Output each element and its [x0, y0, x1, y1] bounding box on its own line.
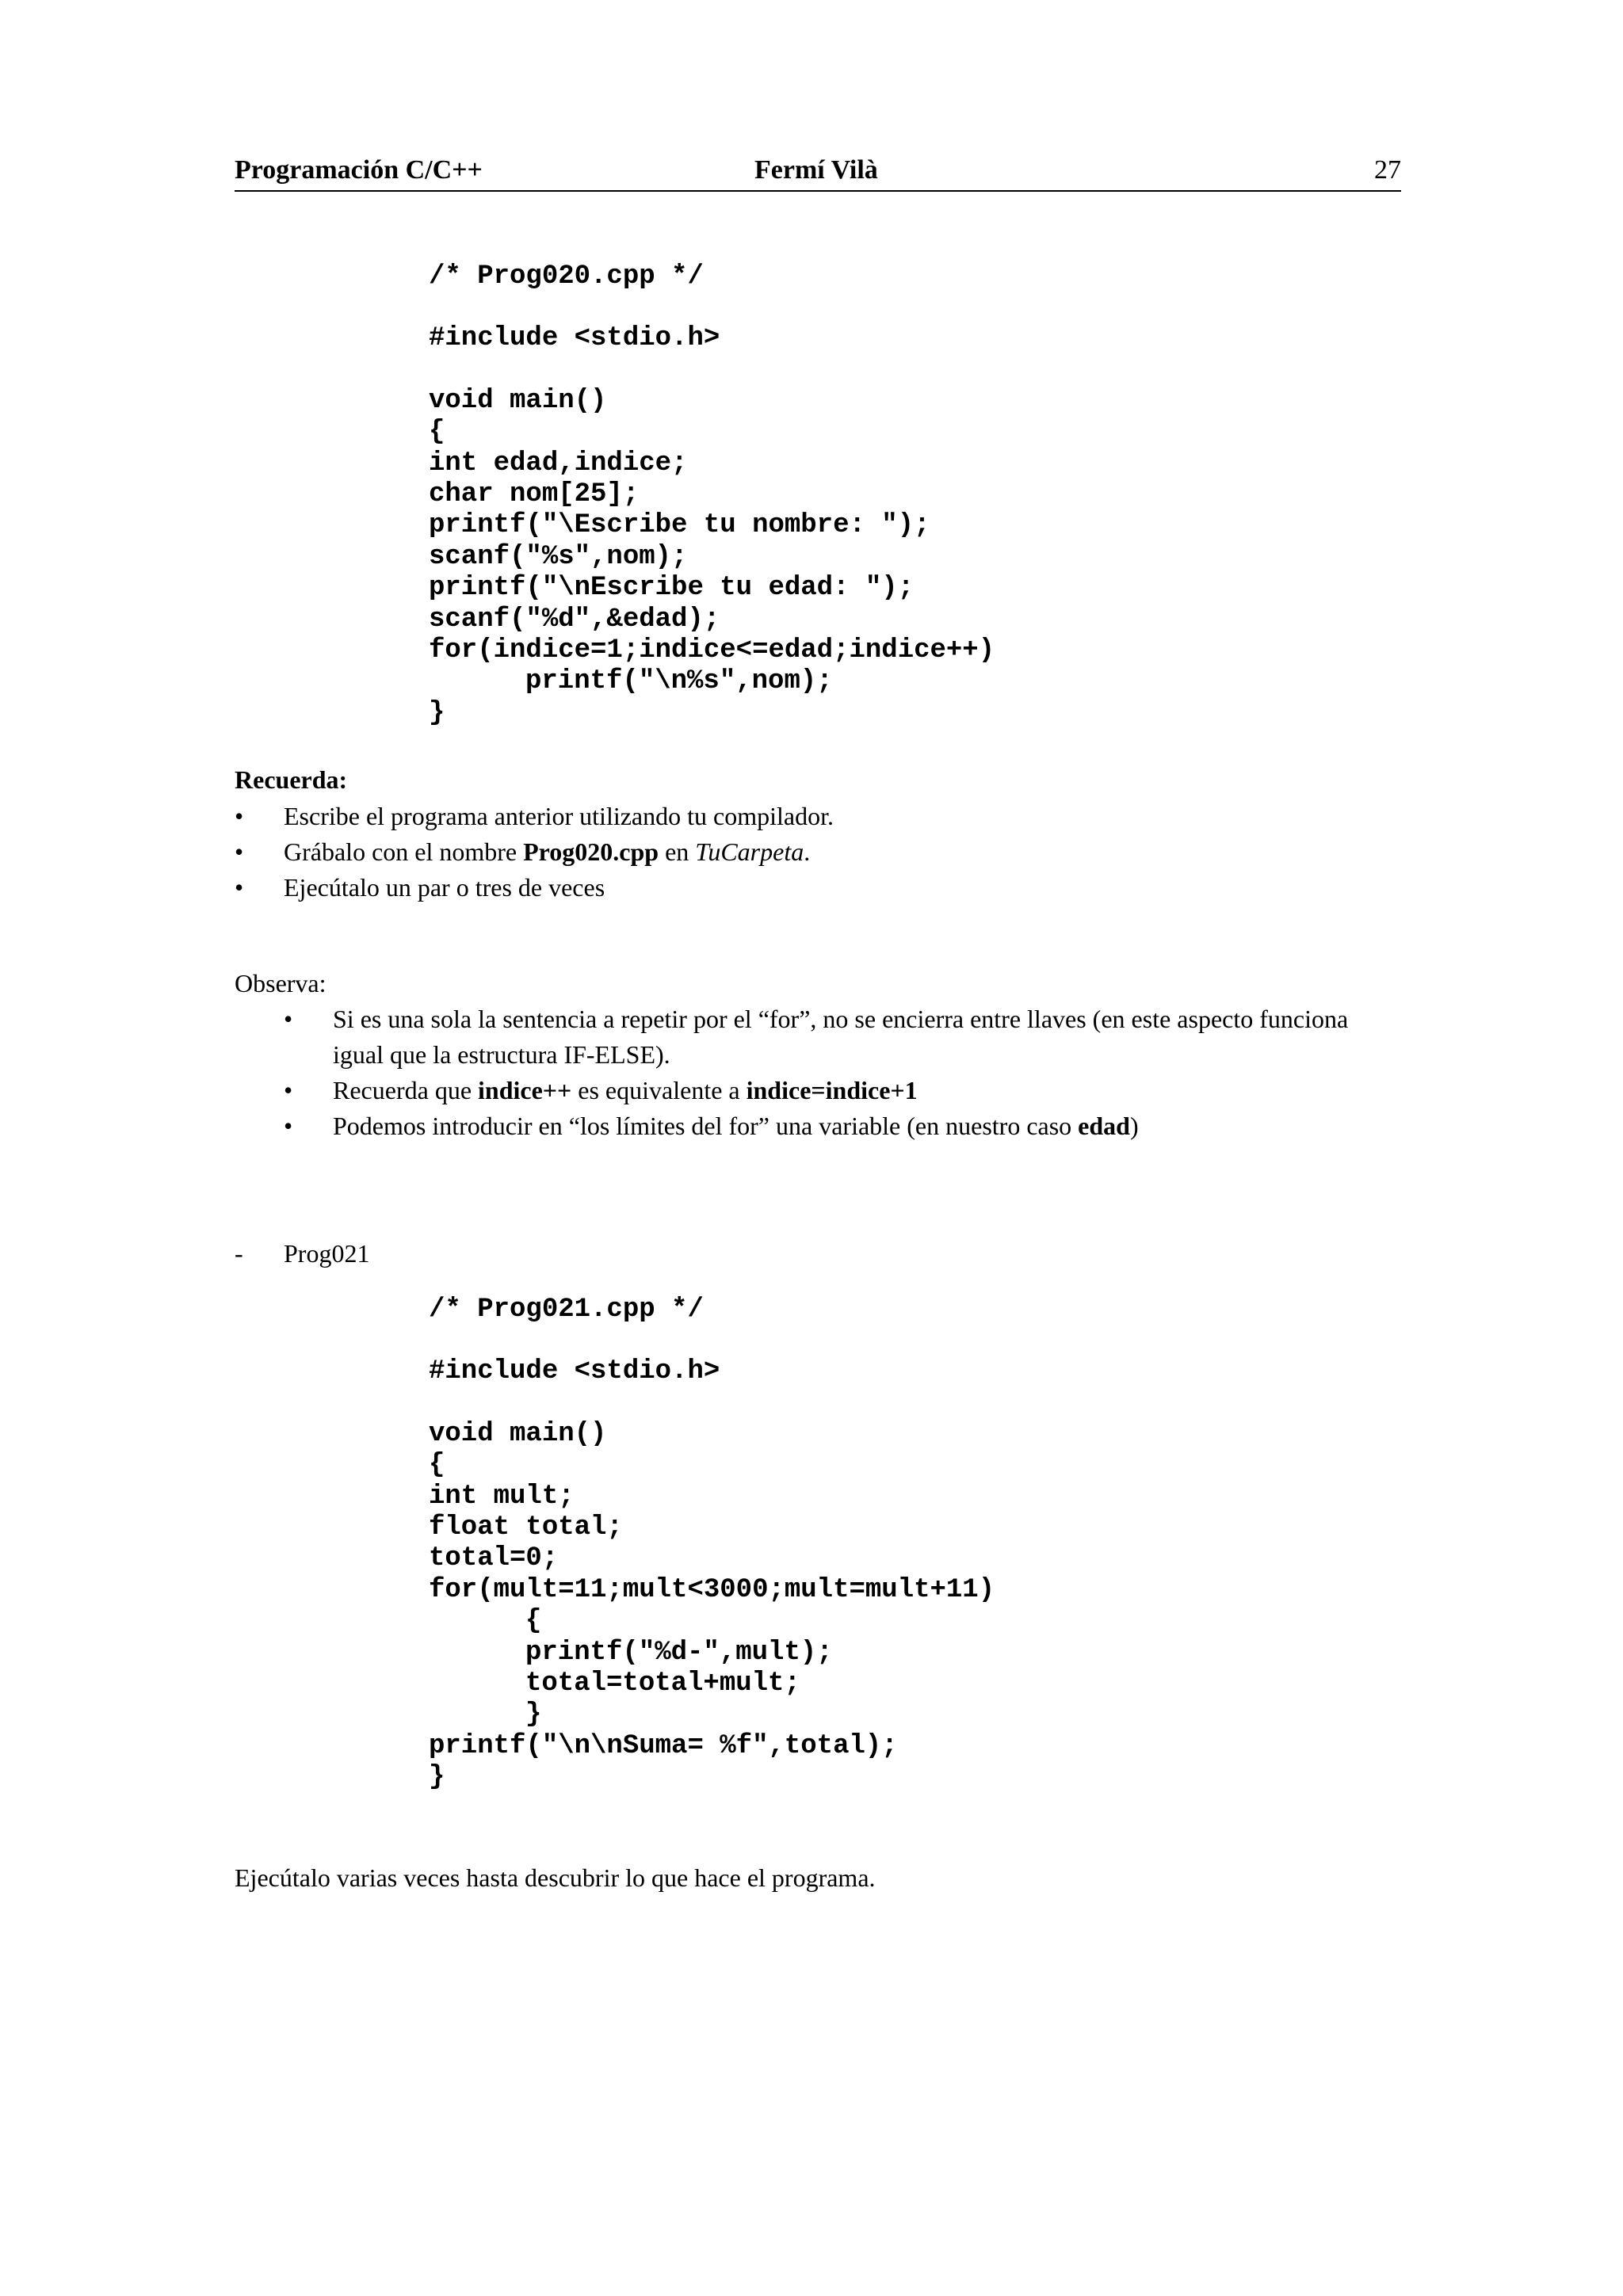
list-item — [284, 1001, 1387, 1073]
code-line: float total; — [429, 1512, 623, 1543]
code-line: #include <stdio.h> — [429, 323, 720, 354]
code-line: /* Prog020.cpp */ — [429, 261, 704, 292]
code-line: total=total+mult; — [525, 1668, 800, 1699]
page-header — [235, 155, 1401, 192]
code-blank-line — [429, 355, 995, 386]
code-line: { — [525, 1606, 542, 1637]
bullet-icon: • — [284, 1076, 293, 1104]
code-blank-line — [429, 1325, 995, 1356]
observa-heading: Observa: — [235, 969, 327, 997]
list-item-text: Si es una sola la sentencia a repetir por el “for”, no se encierra entre llaves (en este aspecto funciona igual que la estructura IF-ELSE). — [333, 1005, 1349, 1069]
list-item-text: Ejecútalo un par o tres de veces — [284, 873, 605, 902]
header-author: Fermí Vilà — [754, 155, 878, 185]
code-line: printf("\Escribe tu nombre: "); — [429, 510, 930, 541]
list-item-text-post: . — [804, 837, 811, 866]
code-line: scanf("%d",&edad); — [429, 604, 720, 635]
page-number: 27 — [1374, 155, 1401, 185]
bullet-icon: • — [235, 837, 244, 866]
code-line: } — [429, 697, 445, 728]
code-blank-line — [429, 1388, 995, 1419]
filename: Prog020.cpp — [523, 837, 659, 866]
recuerda-heading: Recuerda: — [235, 765, 348, 794]
code-line: printf("\n%s",nom); — [525, 666, 833, 697]
code-line: printf("\n\nSuma= %f",total); — [429, 1730, 898, 1761]
list-item — [235, 834, 834, 870]
code-block-prog020 — [429, 261, 995, 729]
list-item-text-pre: Podemos introducir en “los límites del for” una variable (en nuestro caso — [333, 1112, 1079, 1140]
code-term: indice++ — [478, 1076, 572, 1104]
list-item-text-post: ) — [1129, 1112, 1139, 1140]
list-item-text: Escribe el programa anterior utilizando tu compilador. — [284, 802, 834, 830]
list-item — [235, 870, 834, 906]
code-line: { — [429, 1450, 445, 1481]
code-term: edad — [1078, 1112, 1130, 1140]
recuerda-list — [235, 799, 834, 906]
list-item — [284, 1073, 1387, 1108]
code-line: #include <stdio.h> — [429, 1356, 720, 1387]
code-line: } — [525, 1699, 542, 1730]
code-line: void main() — [429, 1418, 607, 1449]
code-line: void main() — [429, 385, 607, 416]
bullet-icon: • — [284, 1112, 293, 1140]
final-instruction: Ejecútalo varias veces hasta descubrir lo que hace el programa. — [235, 1863, 876, 1892]
list-item — [235, 799, 834, 834]
header-title: Programación C/C++ — [235, 155, 483, 185]
dash-marker: - — [235, 1239, 243, 1268]
list-item — [284, 1108, 1387, 1144]
code-line: int mult; — [429, 1481, 575, 1512]
bullet-icon: • — [235, 873, 244, 902]
observa-list — [284, 1001, 1387, 1144]
code-line: char nom[25]; — [429, 479, 640, 509]
list-item-text-mid: es equivalente a — [571, 1076, 747, 1104]
code-blank-line — [429, 292, 995, 323]
code-line: scanf("%s",nom); — [429, 541, 688, 572]
list-item-text-pre: Grábalo con el nombre — [284, 837, 524, 866]
bullet-icon: • — [284, 1005, 293, 1033]
code-line: for(mult=11;mult<3000;mult=mult+11) — [429, 1574, 995, 1605]
code-line: for(indice=1;indice<=edad;indice++) — [429, 635, 995, 666]
list-item-text-mid: en — [659, 837, 696, 866]
code-line: { — [429, 417, 445, 448]
folder-name: TuCarpeta — [695, 837, 804, 866]
code-line: } — [429, 1762, 445, 1793]
code-line: int edad,indice; — [429, 448, 688, 479]
code-line: printf("\nEscribe tu edad: "); — [429, 573, 915, 604]
code-term: indice=indice+1 — [746, 1076, 918, 1104]
code-line: printf("%d-",mult); — [525, 1637, 833, 1668]
code-line: total=0; — [429, 1543, 559, 1574]
code-block-prog021 — [429, 1295, 995, 1793]
prog021-label: Prog021 — [284, 1239, 370, 1268]
code-line: /* Prog021.cpp */ — [429, 1295, 704, 1325]
list-item-text-pre: Recuerda que — [333, 1076, 479, 1104]
bullet-icon: • — [235, 802, 244, 830]
